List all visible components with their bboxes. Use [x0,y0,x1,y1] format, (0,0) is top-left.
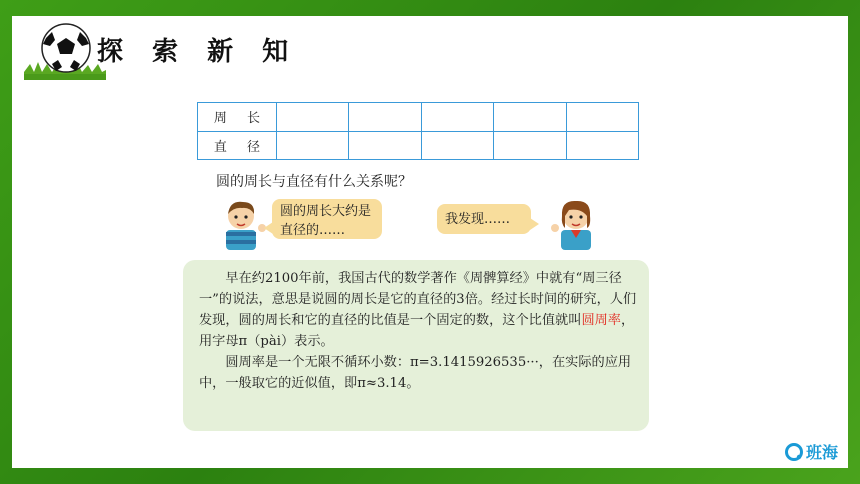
table-row [198,131,639,160]
table-cell [494,103,566,132]
page-title: 探 索 新 知 [97,37,299,67]
info-box [183,260,649,431]
speech-bubble-girl: 我发现…… [437,204,531,234]
question-text: 圆的周长与直径有什么关系呢？ [216,174,412,190]
bubble-tail [530,218,539,230]
table-cell [421,131,493,160]
table-cell [277,131,349,160]
table-cell [494,131,566,160]
info-paragraph [199,268,637,352]
table-row [198,103,639,132]
textbook-page [183,100,649,432]
table-cell [421,103,493,132]
term-pi: 圆周率 [581,313,621,328]
table-cell [349,131,421,160]
girl-avatar-icon [547,194,601,250]
table-cell [349,103,421,132]
brand-logo [784,440,838,463]
boy-avatar-icon [216,196,270,250]
table-cell [277,103,349,132]
speech-bubble-boy: 圆的周长大约是直径的…… [272,199,382,239]
brand-ring-icon [784,442,804,462]
brand-name: 班海 [805,443,838,462]
data-table [197,102,639,160]
slide [12,16,848,468]
info-text: ，用字母π（pài）表示。 [199,313,635,349]
soccer-ball-icon [22,20,108,90]
table-cell [566,131,638,160]
info-paragraph: 圆周率是一个无限不循环小数：π=3.1415926535···，在实际的应用中，一般取它的近似值，即π≈3.14。 [199,355,632,391]
row-label: 周 长 [198,103,277,132]
row-label: 直 径 [198,131,277,160]
table-cell [566,103,638,132]
info-text: 早在约2100年前，我国古代的数学著作《周髀算经》中就有“周三径一”的说法，意思是说圆的周长是它的直径的3倍。经过长时间的研究，人们发现，圆的周长和它的直径的比值是一个固定的数，这个比值就叫 [199,271,637,328]
